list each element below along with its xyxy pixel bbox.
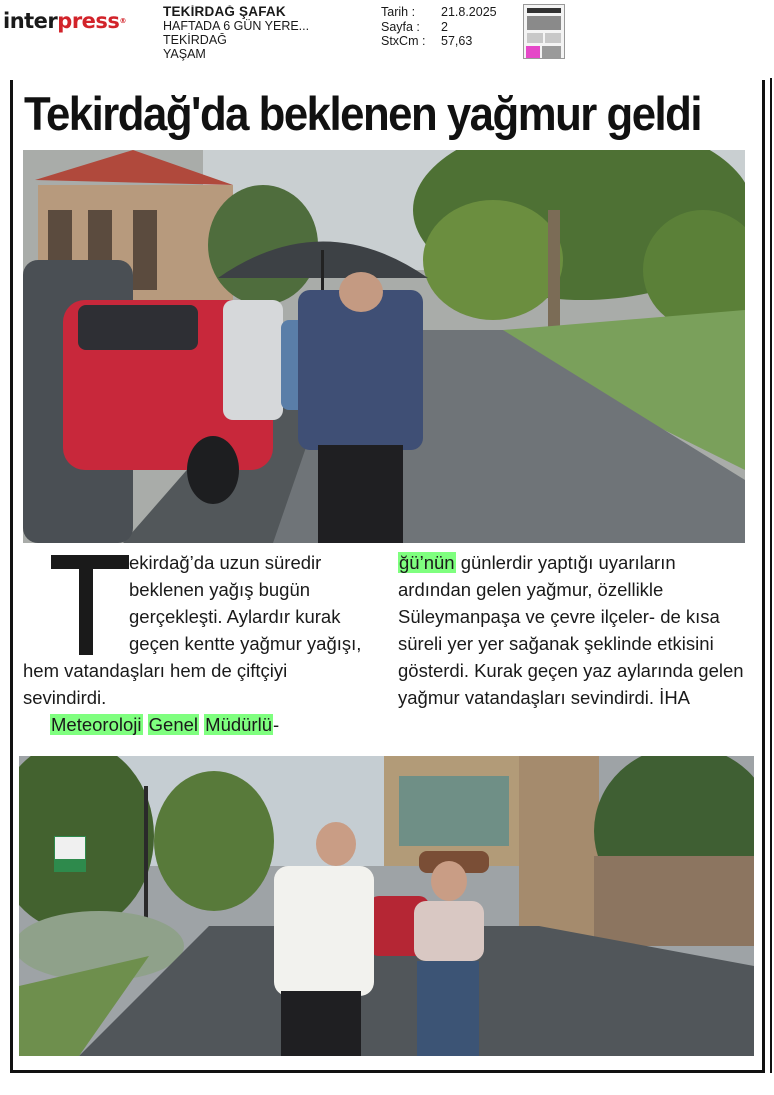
publication-city: TEKİRDAĞ — [163, 33, 227, 47]
article-column-1 — [23, 549, 368, 738]
clip-meta — [381, 5, 521, 49]
page-thumbnail[interactable] — [523, 4, 565, 59]
meta-date: Tarih : 21.8.2025 — [381, 5, 497, 19]
highlight-term: Genel — [148, 714, 199, 735]
article-headline: Tekirdağ'da beklenen yağmur geldi — [24, 87, 702, 140]
photo-pedestrians-rain — [19, 756, 754, 1056]
dropcap — [23, 553, 123, 657]
page-edge — [770, 78, 772, 1073]
highlight-term: Meteoroloji — [51, 714, 142, 735]
interpress-logo: interpress® — [3, 9, 126, 33]
publication-section: YAŞAM — [163, 47, 206, 61]
article-paragraph-1: ekirdağ’da uzun süredir beklenen yağış bugün gerçekleşti. Aylardır kurak geçen kentte yağmur yağışı, hem vatandaşları hem de çiftçiyi sevindirdi. — [23, 552, 362, 708]
article-paragraph-2: Meteoroloji Genel Müdürlü- — [51, 714, 280, 735]
highlight-term: ğü’nün — [399, 552, 455, 573]
article-paragraph-2-cont: ğü’nün günlerdir yaptığı uyarıların ardından gelen yağmur, özellikle Süleymanpaşa ve çevre ilçeler- de kısa süreli yer yer sağanak şeklinde etkisini gösterdi. Kurak geçen yaz aylarında gelen yağmur vatandaşları sevindirdi. İHA — [398, 552, 744, 708]
meta-stxcm: StxCm : 57,63 — [381, 34, 473, 48]
article-column-2 — [398, 549, 748, 711]
highlight-term: Müdürlü — [205, 714, 272, 735]
photo-umbrella-street — [23, 150, 745, 543]
publication-frequency: HAFTADA 6 GÜN YERE... — [163, 19, 310, 33]
publication-name: TEKİRDAĞ ŞAFAK — [163, 5, 286, 19]
publication-info — [163, 5, 368, 61]
meta-page: Sayfa : 2 — [381, 19, 448, 34]
